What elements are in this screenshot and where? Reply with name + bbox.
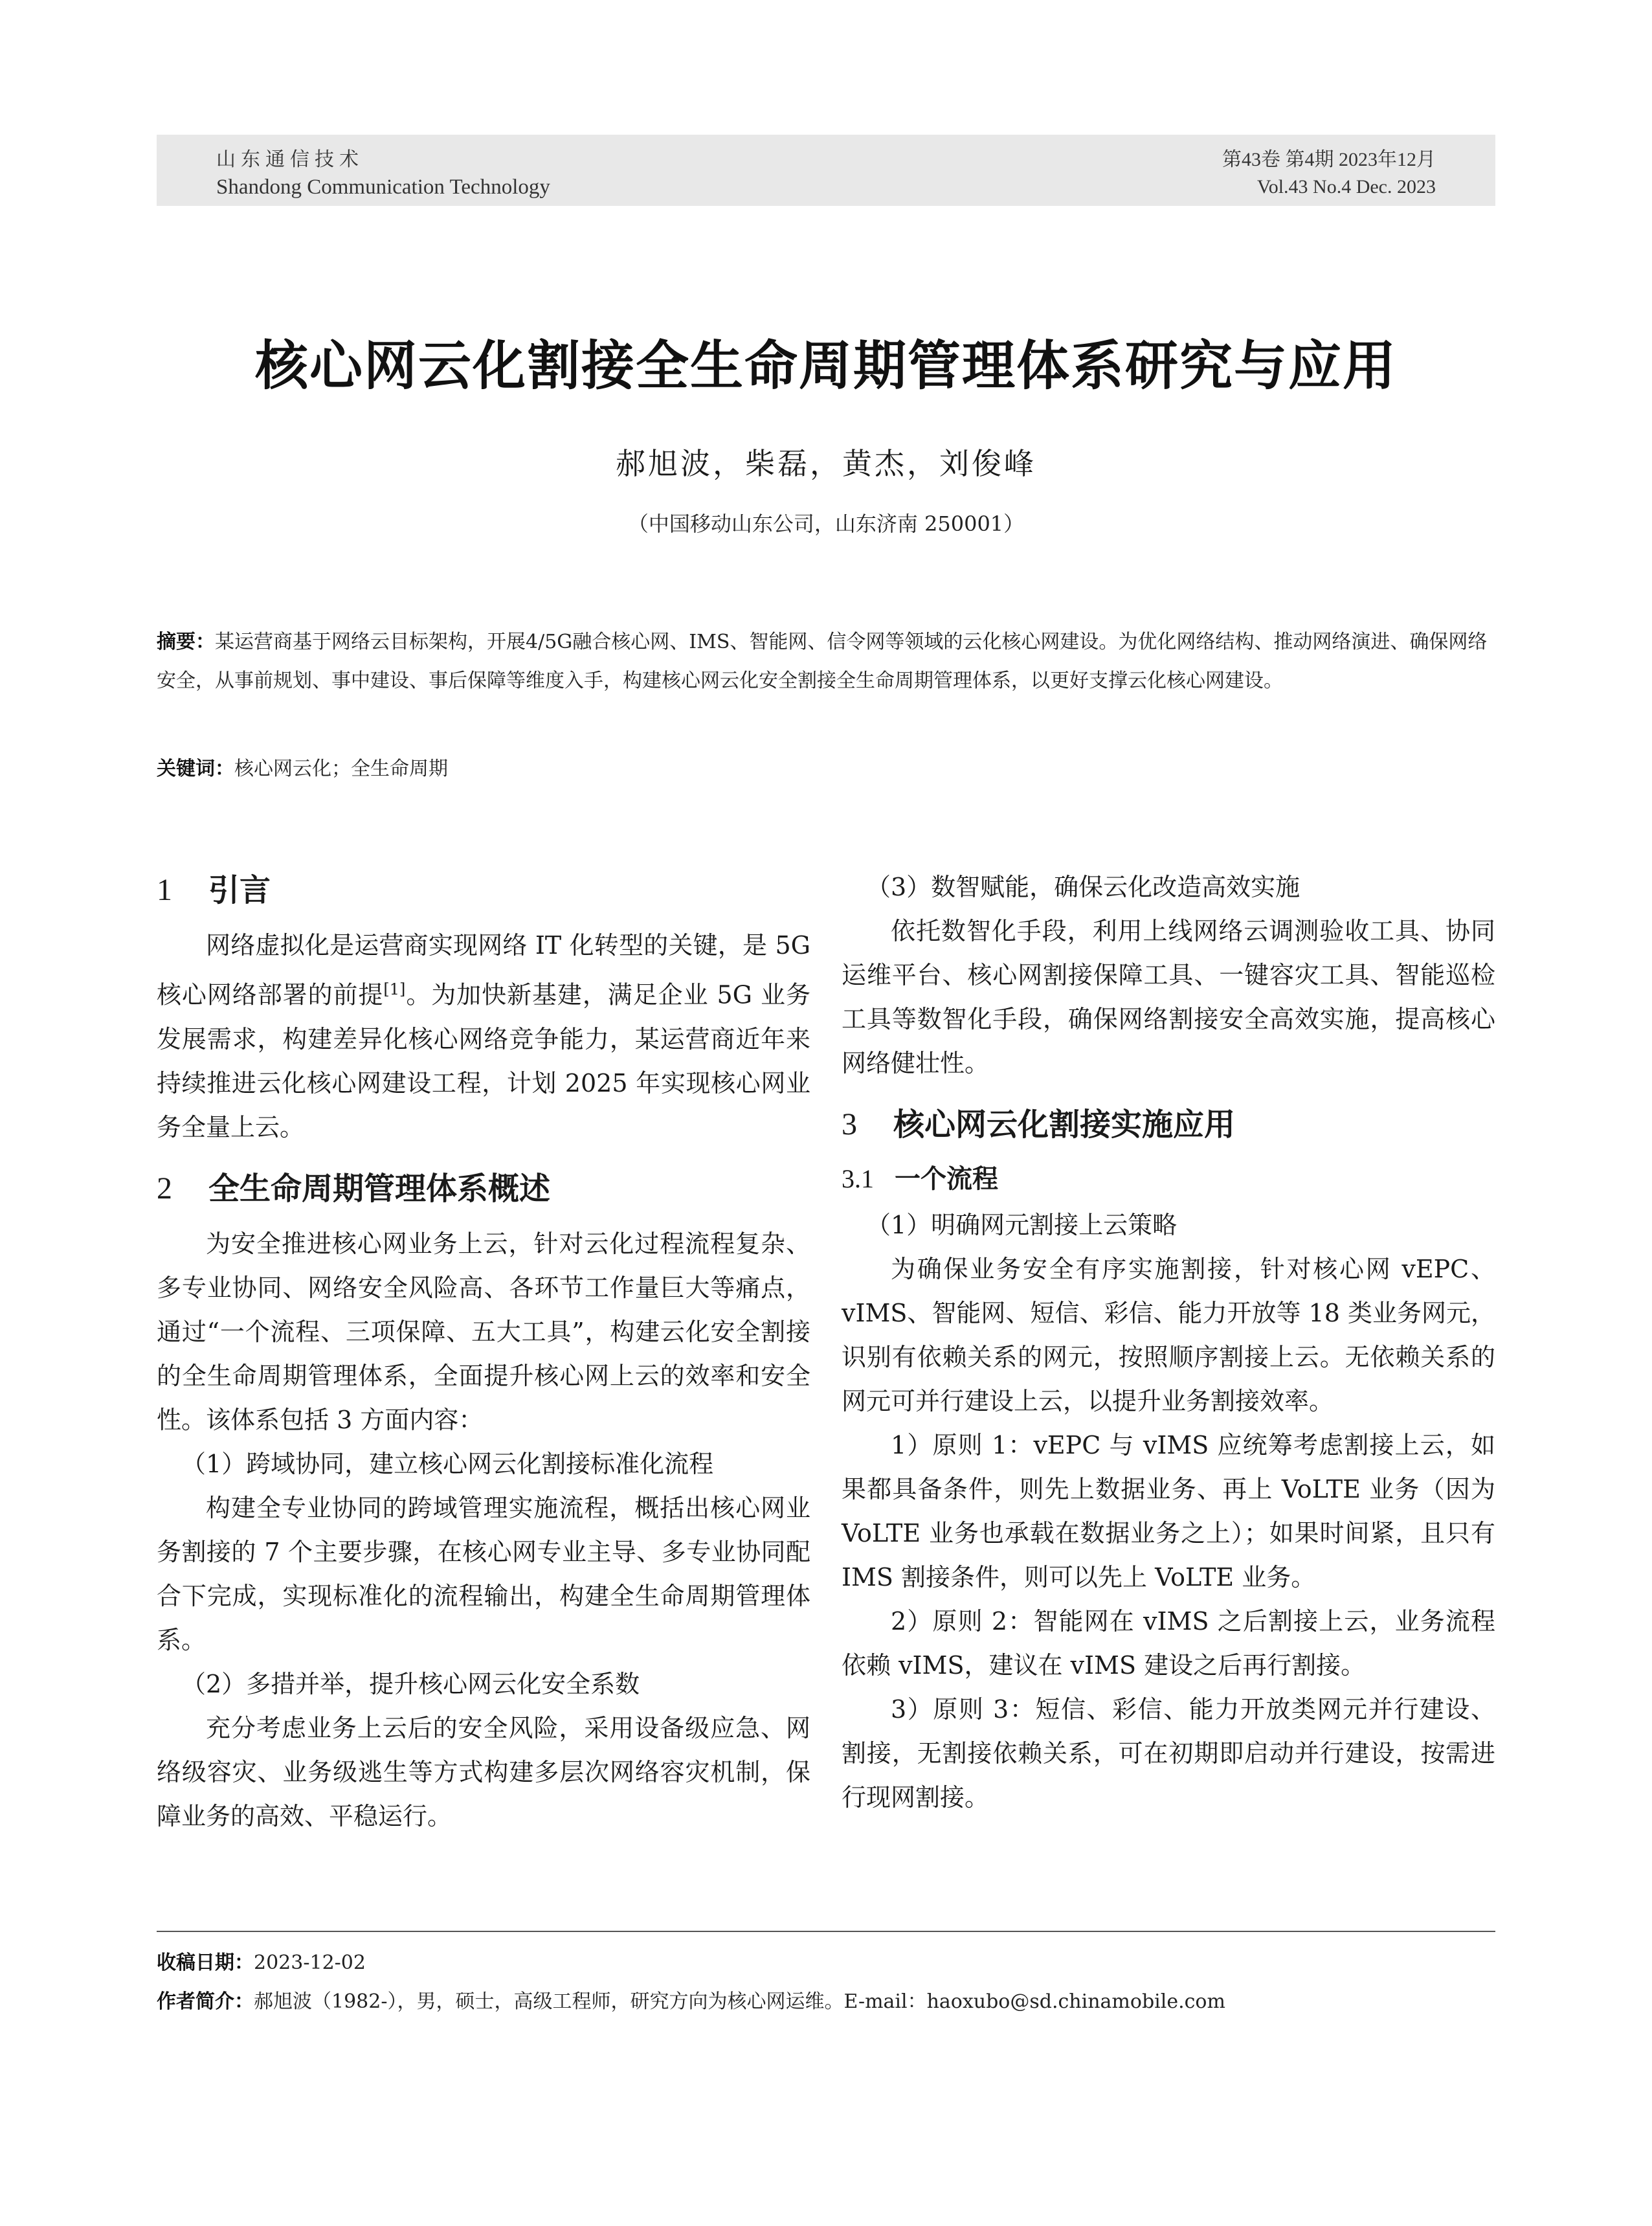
section-3-title: 核心网云化割接实施应用 bbox=[893, 1107, 1236, 1143]
section-2-item-2-heading: （2）多措并举，提升核心网云化安全系数 bbox=[181, 1669, 640, 1698]
section-3-1-title: 一个流程 bbox=[895, 1164, 998, 1194]
right-column bbox=[842, 865, 1495, 1819]
paper-title: 核心网云化割接全生命周期管理体系研究与应用 bbox=[254, 335, 1397, 397]
issue-info-cn: 第43卷 第4期 2023年12月 bbox=[1222, 149, 1436, 170]
section-3-heading bbox=[842, 1102, 1495, 1147]
footnote-block bbox=[157, 1944, 1495, 2021]
keywords-label: 关键词： bbox=[157, 758, 234, 780]
abstract-label: 摘要： bbox=[157, 631, 215, 653]
section-1-text-a: 网络虚拟化是运营商实现网络 IT 化转型的关键，是 5G 核心网络部署的前提 bbox=[157, 931, 810, 1009]
section-3-paragraph: 为确保业务安全有序实施割接，针对核心网 vEPC、vIMS、智能网、短信、彩信、能力开放等 18 类业务网元，识别有依赖关系的网元，按照顺序割接上云。无依赖关系的网元可并行建设上云，以提升业务割接效率。 bbox=[842, 1255, 1495, 1415]
section-2-intro: 为安全推进核心网业务上云，针对云化过程流程复杂、多专业协同、网络安全风险高、各环节工作量巨大等痛点，通过“一个流程、三项保障、五大工具”，构建云化安全割接的全生命周期管理体系，全面提升核心网上云的效率和安全性。该体系包括 3 方面内容： bbox=[157, 1229, 810, 1434]
received-label: 收稿日期： bbox=[157, 1951, 254, 1974]
abstract bbox=[157, 623, 1495, 701]
keywords-text: 核心网云化；全生命周期 bbox=[234, 758, 448, 780]
citation-ref-1: [1] bbox=[383, 980, 406, 998]
section-3-1-number: 3.1 bbox=[842, 1164, 874, 1193]
principle-1: 1）原则 1：vEPC 与 vIMS 应统筹考虑割接上云，如果都具备条件，则先上数据业务、再上 VoLTE 业务（因为 VoLTE 业务也承载在数据业务之上）；如果时间紧，且只有 IMS 割接条件，则可以先上 VoLTE 业务。 bbox=[842, 1431, 1495, 1591]
section-2-item-1-text: 构建全专业协同的跨域管理实施流程，概括出核心网业务割接的 7 个主要步骤，在核心网专业主导、多专业协同配合下完成，实现标准化的流程输出，构建全生命周期管理体系。 bbox=[157, 1493, 810, 1654]
section-1-heading bbox=[157, 868, 810, 913]
journal-name-en: Shandong Communication Technology bbox=[216, 175, 550, 199]
journal-header bbox=[157, 135, 1495, 206]
section-1-number: 1 bbox=[157, 873, 172, 907]
keywords bbox=[157, 750, 1495, 789]
issue-info-block bbox=[1222, 146, 1436, 201]
received-date-line bbox=[157, 1944, 1495, 1983]
journal-name-cn: 山东通信技术 bbox=[216, 148, 364, 171]
principle-2: 2）原则 2：智能网在 vIMS 之后割接上云，业务流程依赖 vIMS，建议在 vIMS 建设之后再行割接。 bbox=[842, 1607, 1495, 1680]
section-2-item-3-text: 依托数智化手段，利用上线网络云调测验收工具、协同运维平台、核心网割接保障工具、一键容灾工具、智能巡检工具等数智化手段，确保网络割接安全高效实施，提高核心网络健壮性。 bbox=[842, 917, 1495, 1077]
author-bio-label: 作者简介： bbox=[157, 1990, 254, 2013]
section-2-item-2-text: 充分考虑业务上云后的安全风险，采用设备级应急、网络级容灾、业务级逃生等方式构建多层次网络容灾机制，保障业务的高效、平稳运行。 bbox=[157, 1713, 810, 1830]
left-column bbox=[157, 868, 810, 1838]
issue-info-en: Vol.43 No.4 Dec. 2023 bbox=[1256, 176, 1436, 197]
section-2-heading bbox=[157, 1166, 810, 1211]
section-3-1-heading bbox=[842, 1158, 1495, 1200]
author-affiliation: （中国移动山东公司，山东济南 250001） bbox=[627, 512, 1025, 536]
abstract-text: 某运营商基于网络云目标架构，开展4/5G融合核心网、IMS、智能网、信令网等领域的云化核心网建设。为优化网络结构、推动网络演进、确保网络安全，从事前规划、事中建设、事后保障等维度入手，构建核心网云化安全割接全生命周期管理体系，以更好支撑云化核心网建设。 bbox=[157, 631, 1488, 692]
section-3-number: 3 bbox=[842, 1107, 857, 1141]
paper-authors: 郝旭波，柴磊，黄杰，刘俊峰 bbox=[616, 446, 1036, 481]
section-2-title: 全生命周期管理体系概述 bbox=[208, 1170, 551, 1207]
section-1-paragraph bbox=[157, 923, 810, 1149]
section-2-item-1-heading: （1）跨域协同，建立核心网云化割接标准化流程 bbox=[181, 1449, 714, 1478]
section-2-number: 2 bbox=[157, 1171, 172, 1206]
received-date: 2023-12-02 bbox=[254, 1951, 366, 1974]
section-1-title: 引言 bbox=[208, 872, 271, 908]
footer-divider bbox=[157, 1931, 1495, 1932]
author-bio-line bbox=[157, 1983, 1495, 2021]
section-2-item-3-heading: （3）数智赋能，确保云化改造高效实施 bbox=[866, 873, 1300, 901]
journal-name-block bbox=[216, 146, 550, 201]
principle-3: 3）原则 3：短信、彩信、能力开放类网元并行建设、割接，无割接依赖关系，可在初期即启动并行建设，按需进行现网割接。 bbox=[842, 1695, 1495, 1812]
author-bio-text: 郝旭波（1982-），男，硕士，高级工程师，研究方向为核心网运维。E-mail：haoxubo@sd.chinamobile.com bbox=[254, 1990, 1225, 2013]
section-3-item-1-heading: （1）明确网元割接上云策略 bbox=[866, 1211, 1178, 1239]
section-1-text-b: 。为加快新基建，满足企业 5G 业务发展需求，构建差异化核心网络竞争能力，某运营商近年来持续推进云化核心网建设工程，计划 2025 年实现核心网业务全量上云。 bbox=[157, 980, 810, 1141]
